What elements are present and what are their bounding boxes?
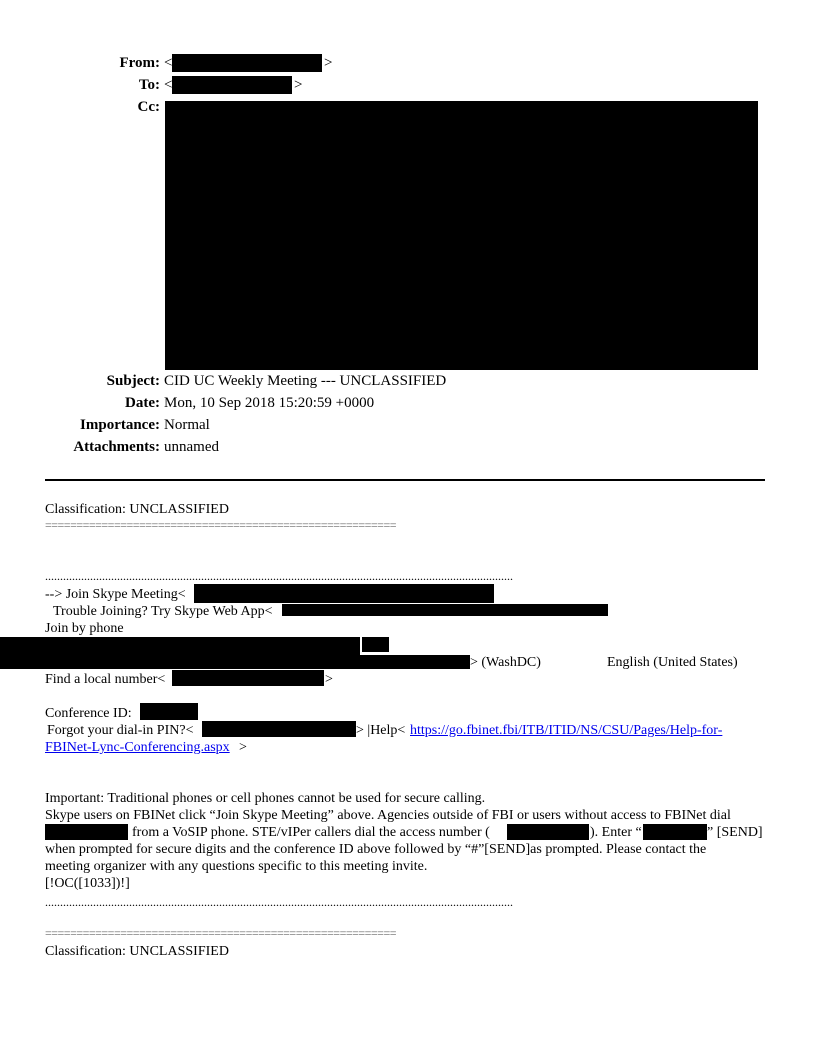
forgot-pin-text: Forgot your dial-in PIN?< (47, 723, 194, 738)
help-link-line1[interactable]: https://go.fbinet.fbi/ITB/ITID/NS/CSU/Pages/Help-for- (410, 723, 723, 738)
join-meeting-text: --> Join Skype Meeting< (45, 587, 186, 602)
organizer-text: meeting organizer with any questions specific to this meeting invite. (45, 859, 428, 874)
dotted-separator-top: ............................................................................................................................................................ (45, 569, 513, 583)
vosip-text: from a VoSIP phone. STE/vIPer callers dial the access number ( (132, 825, 490, 840)
from-open: < (164, 55, 173, 71)
date-value: Mon, 10 Sep 2018 15:20:59 +0000 (164, 395, 375, 411)
conference-id-label: Conference ID: (45, 706, 132, 721)
help-link-line2[interactable]: FBINet-Lync-Conferencing.aspx (45, 740, 230, 755)
join-meeting-link-redaction[interactable] (194, 584, 494, 603)
help-text: > |Help< (356, 723, 406, 738)
language-label: English (United States) (607, 655, 738, 670)
cc-label: Cc: (137, 99, 160, 115)
to-redaction (172, 76, 292, 94)
phone-number-redaction-3 (360, 655, 470, 669)
find-local-number-text: Find a local number< (45, 672, 166, 687)
join-by-phone-label: Join by phone (45, 621, 124, 636)
to-open: < (164, 77, 173, 93)
enter-text: ). Enter “ (590, 825, 642, 840)
from-redaction (172, 54, 322, 72)
important-notice: Important: Traditional phones or cell phones cannot be used for secure calling. (45, 791, 486, 806)
classification-top: Classification: UNCLASSIFIED (45, 502, 229, 517)
to-label: To: (138, 77, 160, 93)
phone-number-redaction-2 (362, 637, 389, 652)
from-label: From: (119, 55, 160, 71)
date-label: Date: (125, 395, 160, 411)
separator-bottom: ======================================================== (45, 926, 396, 940)
subject-value: CID UC Weekly Meeting --- UNCLASSIFIED (164, 373, 447, 389)
find-local-link-redaction[interactable] (172, 670, 324, 686)
importance-label: Importance: (80, 417, 160, 433)
prompt-text: when prompted for secure digits and the conference ID above followed by “#”[SEND]as prompted. Please contact the (45, 842, 707, 857)
dial-number-redaction (45, 824, 128, 840)
skype-users-text: Skype users on FBINet click “Join Skype Meeting” above. Agencies outside of FBI or users without access to FBINet dial (45, 808, 731, 823)
from-close: > (324, 55, 333, 71)
conference-id-redaction (140, 703, 198, 720)
access-number-redaction (507, 824, 589, 840)
header-divider (45, 479, 765, 481)
subject-label: Subject: (106, 373, 160, 389)
send-text: ” [SEND] (707, 825, 763, 840)
web-app-link-redaction[interactable] (282, 604, 608, 616)
cc-redaction (165, 101, 758, 370)
attachments-label: Attachments: (73, 439, 160, 455)
trouble-joining-text: Trouble Joining? Try Skype Web App< (53, 604, 273, 619)
oc-code: [!OC([1033])!] (45, 876, 130, 891)
separator-top: ======================================================== (45, 518, 396, 532)
importance-value: Normal (164, 417, 210, 433)
washdc-label: > (WashDC) (470, 655, 541, 670)
phone-number-redaction-1 (0, 637, 360, 669)
forgot-pin-link-redaction[interactable] (202, 721, 356, 737)
classification-bottom: Classification: UNCLASSIFIED (45, 944, 229, 959)
find-local-close: > (325, 672, 333, 687)
to-close: > (294, 77, 303, 93)
dotted-separator-bottom: ............................................................................................................................................................ (45, 895, 513, 909)
attachments-value: unnamed (164, 439, 219, 455)
secure-digits-redaction (643, 824, 707, 840)
help-close: > (239, 740, 247, 755)
